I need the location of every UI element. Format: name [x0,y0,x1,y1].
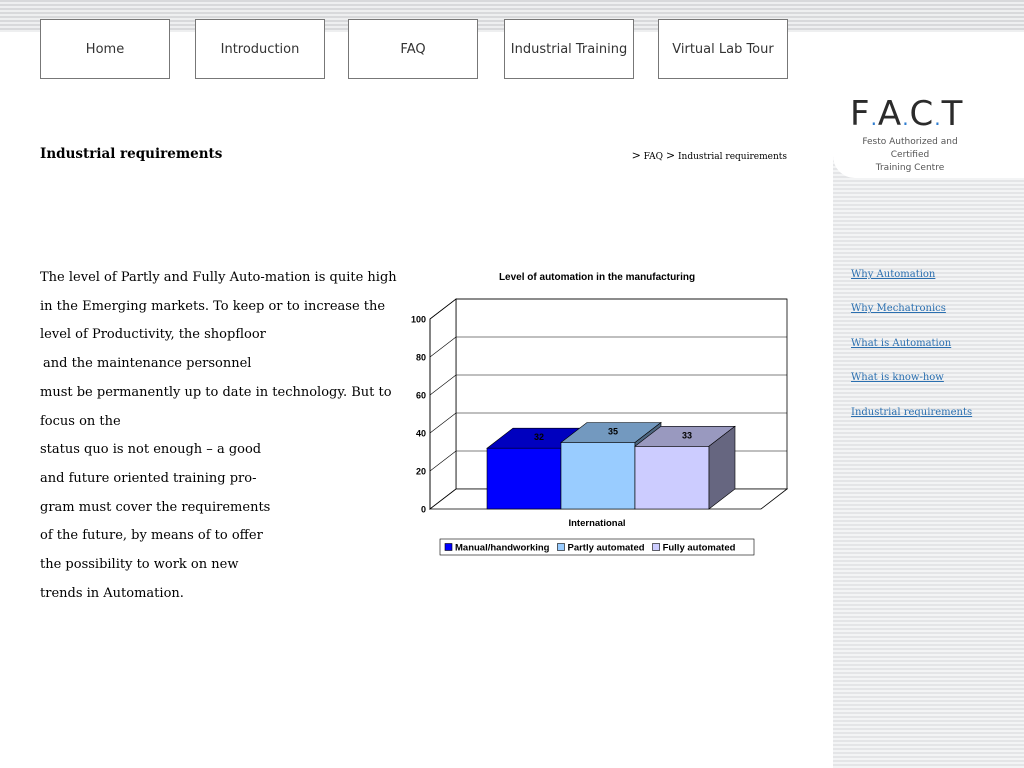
breadcrumb-separator: > [631,149,641,162]
nav-home-button[interactable]: Home [40,19,170,79]
bar-value-label: 35 [607,426,619,437]
body-line: focus on the [40,413,121,429]
bar-partly-automated [561,443,635,510]
legend-swatch [445,544,452,551]
logo-subtitle-line: Festo Authorized and Certified [862,137,958,160]
nav-introduction-button[interactable]: Introduction [195,19,325,79]
breadcrumb [600,149,787,162]
logo-subtitle [846,136,974,175]
y-tick-label: 20 [415,466,426,477]
body-line: must be permanently up to date in technology. But to [40,384,392,400]
bar-manual-handworking [487,448,561,509]
chart-title: Level of automation in the manufacturing [498,272,696,283]
legend-swatch [557,544,564,551]
body-line: The level of Partly and Fully Auto-mation is quite high [40,270,397,285]
body-line: the possibility to work on new [40,557,239,573]
bar-value-label: 32 [533,432,545,443]
body-line: level of Productivity, the shopfloor [40,327,266,343]
logo-letter: A [877,94,903,134]
body-line: trends in Automation. [40,585,184,601]
sidebar-link-industrial-requirements[interactable]: Industrial requirements [851,406,973,418]
legend-label: Fully automated [662,542,736,554]
y-tick-label: 80 [415,352,426,363]
breadcrumb-faq-link[interactable]: FAQ [643,152,664,162]
legend-label: Manual/handworking [455,542,550,554]
sidebar-link-why-automation[interactable]: Why Automation [851,269,936,280]
y-tick-label: 60 [415,390,426,401]
logo-letter: F [850,94,871,134]
body-text [40,264,397,608]
fact-logo: F.A.C.T [850,94,964,134]
page-title: Industrial requirements [40,146,223,162]
sidebar-link-what-is-automation[interactable]: What is Automation [851,337,952,349]
sidebar-links [851,268,972,440]
nav-faq-button[interactable]: FAQ [348,19,478,79]
bar-value-label: 33 [681,430,693,441]
body-line: and future oriented training pro- [40,470,257,486]
body-line: status quo is not enough – a good [40,442,262,458]
breadcrumb-current: Industrial requirements [677,152,787,162]
logo-letter: C [909,94,935,134]
logo-letter: T [941,94,964,134]
body-line: gram must cover the requirements [40,499,271,515]
breadcrumb-separator: > [665,149,676,162]
body-line: of the future, by means of to offer [40,528,263,544]
nav-virtual-lab-tour-button[interactable]: Virtual Lab Tour [658,19,788,79]
y-tick-label: 100 [410,314,426,325]
automation-chart [390,262,810,562]
logo-subtitle-line: Training Centre [875,163,945,173]
legend-label: Partly automated [567,542,645,554]
body-line: and the maintenance personnel [43,356,252,372]
chart-side-wall [430,299,456,509]
body-line: in the Emerging markets. To keep or to increase the [40,298,386,314]
legend-swatch [653,544,660,551]
sidebar-link-what-is-know-how[interactable]: What is know-how [851,372,944,384]
sidebar-link-why-mechatronics[interactable]: Why Mechatronics [851,303,946,315]
y-tick-label: 0 [420,504,426,515]
bar-fully-automated [635,446,709,509]
x-axis-label: International [568,518,626,529]
nav-industrial-training-button[interactable]: Industrial Training [504,19,634,79]
y-tick-label: 40 [415,428,426,439]
